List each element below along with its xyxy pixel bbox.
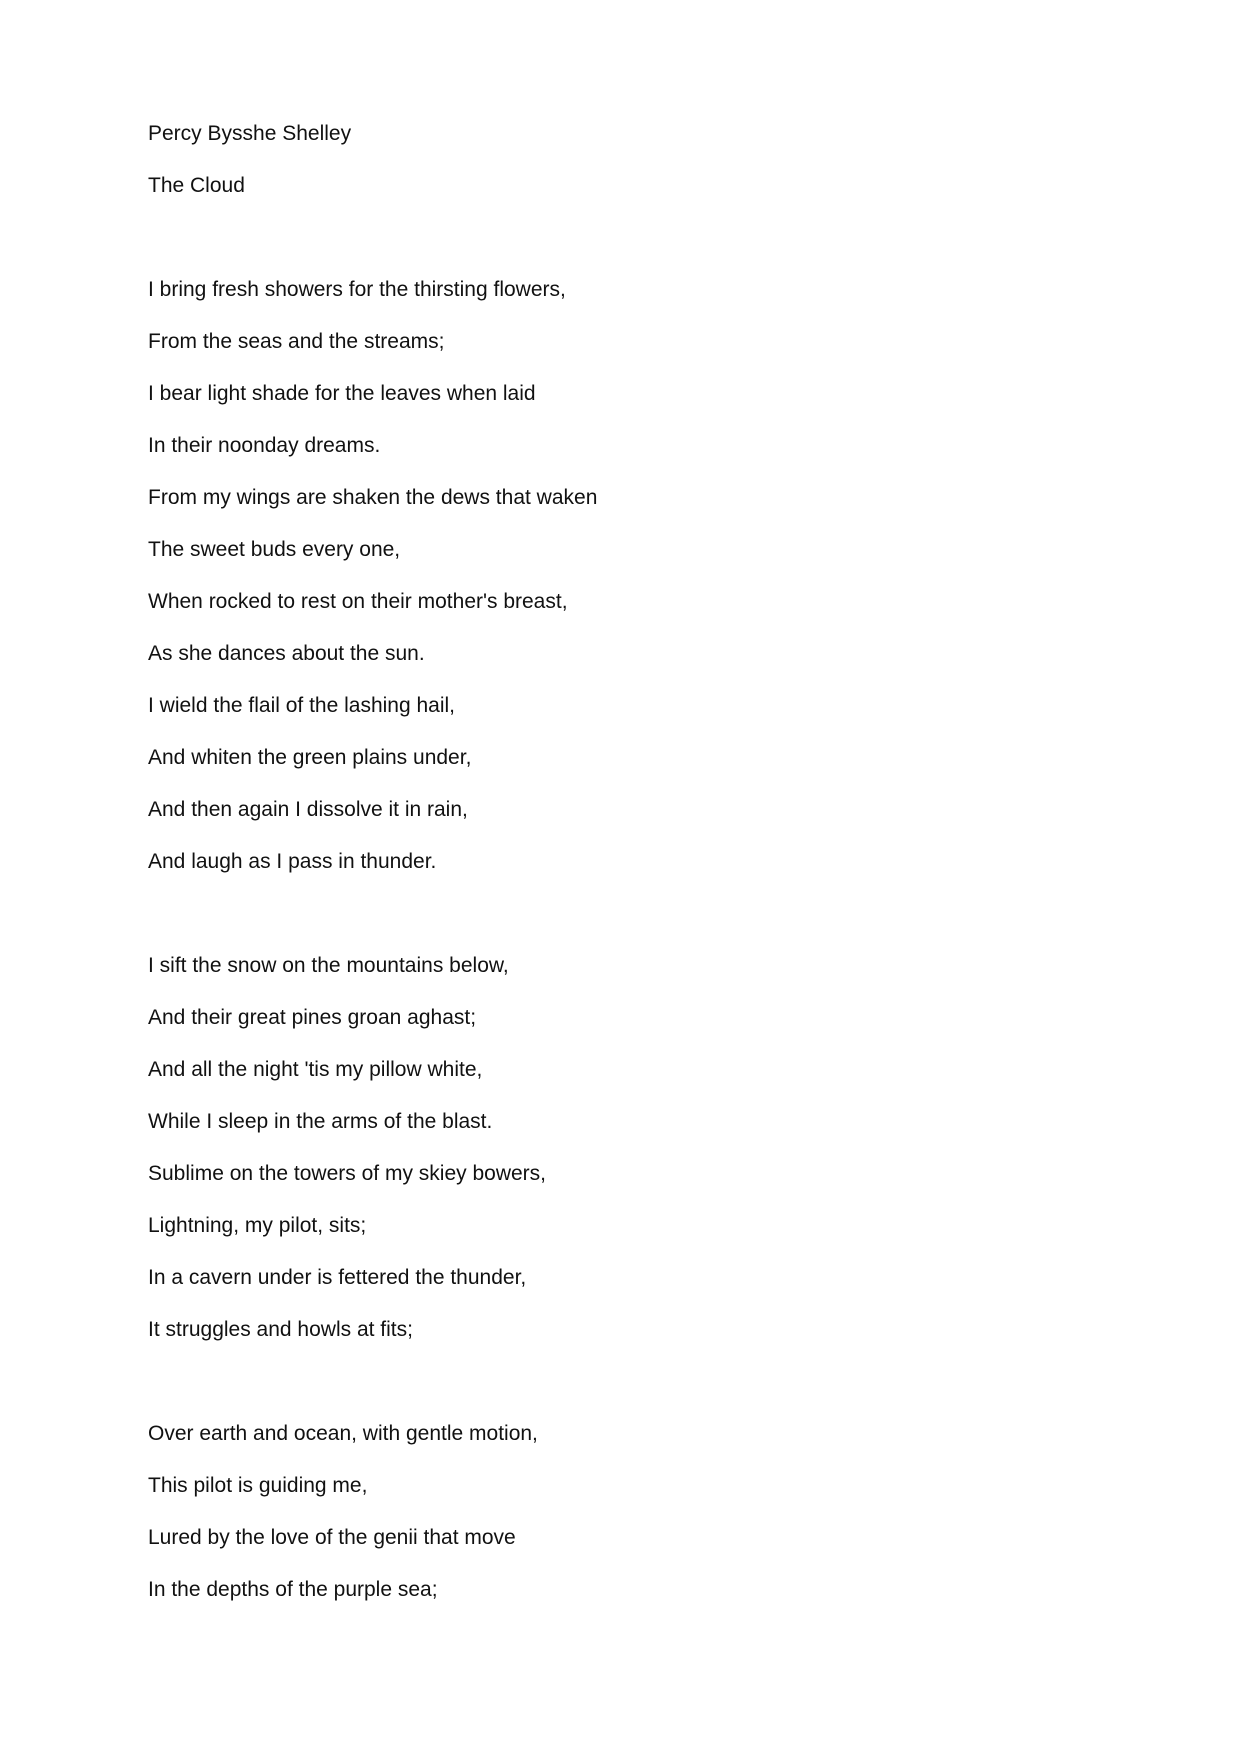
poem-title: The Cloud <box>148 174 245 197</box>
poem-line: In a cavern under is fettered the thunder, <box>148 1266 527 1289</box>
stanza-2 <box>148 940 1048 1356</box>
poem-line: From my wings are shaken the dews that waken <box>148 486 598 509</box>
poem-line: Sublime on the towers of my skiey bowers, <box>148 1162 546 1185</box>
poem-line: In their noonday dreams. <box>148 434 381 457</box>
poem-line: And whiten the green plains under, <box>148 746 472 769</box>
poem-text-block <box>148 108 1048 1616</box>
poem-line: I bring fresh showers for the thirsting flowers, <box>148 278 566 301</box>
poem-line: This pilot is guiding me, <box>148 1474 368 1497</box>
poem-line: The sweet buds every one, <box>148 538 401 561</box>
blank-line <box>148 888 1048 940</box>
poem-line: I bear light shade for the leaves when laid <box>148 382 536 405</box>
poem-line: And all the night 'tis my pillow white, <box>148 1058 483 1081</box>
poem-line: While I sleep in the arms of the blast. <box>148 1110 493 1133</box>
poem-line: I wield the flail of the lashing hail, <box>148 694 456 717</box>
poem-line: When rocked to rest on their mother's breast, <box>148 590 568 613</box>
author-name: Percy Bysshe Shelley <box>148 122 352 145</box>
poem-line: As she dances about the sun. <box>148 642 425 665</box>
stanza-1 <box>148 264 1048 888</box>
poem-line: And laugh as I pass in thunder. <box>148 850 437 873</box>
poem-line: And then again I dissolve it in rain, <box>148 798 468 821</box>
blank-line <box>148 212 1048 264</box>
poem-line: Lured by the love of the genii that move <box>148 1526 516 1549</box>
poem-line: In the depths of the purple sea; <box>148 1578 438 1601</box>
poem-line: I sift the snow on the mountains below, <box>148 954 509 977</box>
poem-line: From the seas and the streams; <box>148 330 445 353</box>
poem-line: It struggles and howls at fits; <box>148 1318 413 1341</box>
stanza-3 <box>148 1408 1048 1616</box>
poem-line: Over earth and ocean, with gentle motion, <box>148 1422 538 1445</box>
blank-line <box>148 1356 1048 1408</box>
poem-line: And their great pines groan aghast; <box>148 1006 477 1029</box>
poem-line: Lightning, my pilot, sits; <box>148 1214 367 1237</box>
